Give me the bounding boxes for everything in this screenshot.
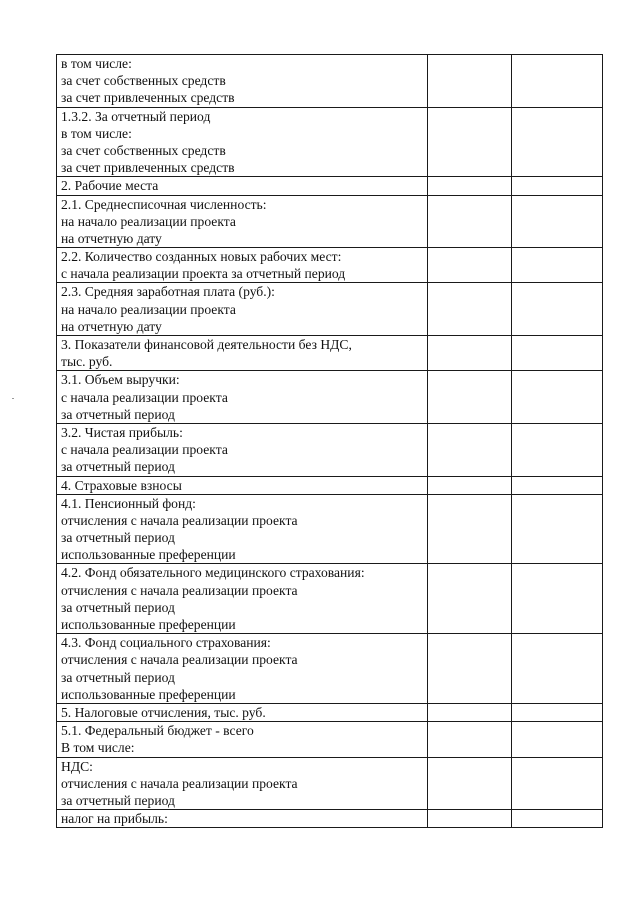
table-row: [57, 564, 603, 634]
indicator-text-line: в том числе:: [61, 125, 132, 141]
indicator-text-line: за отчетный период: [61, 459, 175, 475]
table-row: [57, 634, 603, 704]
value-cell-column-1: [428, 564, 512, 634]
indicator-text-line: 5.1. Федеральный бюджет - всего: [61, 723, 254, 739]
table-row: [57, 810, 603, 828]
value-cell-column-1: [428, 283, 512, 336]
indicator-text-line: использованные преференции: [61, 617, 236, 632]
table-row: [57, 248, 603, 283]
indicator-description-cell: [57, 423, 428, 476]
indicator-description-cell: [57, 810, 428, 828]
indicator-text-line: 3.2. Чистая прибыль:: [61, 424, 183, 440]
value-cell-column-2: [512, 494, 603, 564]
table-row: [57, 283, 603, 336]
indicator-text-line: отчисления с начала реализации проекта: [61, 582, 298, 598]
value-cell-column-1: [428, 177, 512, 195]
indicator-description-cell: [57, 722, 428, 757]
indicator-text-line: отчисления с начала реализации проекта: [61, 652, 298, 668]
table-row: [57, 195, 603, 248]
indicator-description-cell: [57, 634, 428, 704]
indicator-description-cell: [57, 476, 428, 494]
value-cell-column-2: [512, 703, 603, 721]
value-cell-column-2: [512, 476, 603, 494]
indicator-text-line: 1.3.2. За отчетный период: [61, 108, 211, 124]
indicator-text-line: за отчетный период: [61, 530, 175, 546]
indicator-text-line: на начало реализации проекта: [61, 213, 236, 229]
indicator-text-line: на отчетную дату: [61, 318, 162, 334]
indicator-text-line: 2.1. Среднесписочная численность:: [61, 196, 267, 212]
indicator-description-cell: [57, 55, 428, 108]
value-cell-column-1: [428, 55, 512, 108]
indicator-text-line: 3.1. Объем выручки:: [61, 372, 180, 388]
indicator-text-line: на начало реализации проекта: [61, 301, 236, 317]
indicator-text-line: за отчетный период: [61, 406, 175, 422]
indicators-table-body: [57, 55, 603, 828]
indicator-text-line: отчисления с начала реализации проекта: [61, 775, 298, 791]
table-row: [57, 476, 603, 494]
indicator-text-line: 4.2. Фонд обязательного медицинского страхования:: [61, 565, 365, 581]
indicator-text-line: на отчетную дату: [61, 230, 162, 246]
value-cell-column-2: [512, 722, 603, 757]
indicator-description-cell: [57, 494, 428, 564]
indicator-text-line: с начала реализации проекта за отчетный период: [61, 266, 346, 282]
indicator-text-line: 2.2. Количество созданных новых рабочих мест:: [61, 249, 342, 265]
indicator-description-cell: [57, 371, 428, 424]
indicator-description-cell: [57, 757, 428, 810]
indicator-text-line: 3. Показатели финансовой деятельности без НДС,: [61, 337, 352, 352]
indicator-description-cell: [57, 177, 428, 195]
value-cell-column-1: [428, 476, 512, 494]
value-cell-column-1: [428, 634, 512, 704]
indicator-text-line: в том числе:: [61, 56, 132, 71]
value-cell-column-2: [512, 810, 603, 828]
value-cell-column-1: [428, 423, 512, 476]
indicator-text-line: за отчетный период: [61, 669, 175, 685]
table-row: [57, 703, 603, 721]
indicators-table: [56, 54, 603, 828]
indicator-text-line: 4.3. Фонд социального страхования:: [61, 635, 271, 651]
indicator-text-line: использованные преференции: [61, 686, 236, 702]
table-row: [57, 107, 603, 177]
indicator-text-line: 2. Рабочие места: [61, 178, 159, 194]
indicator-text-line: НДС:: [61, 758, 93, 774]
indicator-text-line: за счет привлеченных средств: [61, 160, 235, 176]
value-cell-column-2: [512, 55, 603, 108]
table-row: [57, 722, 603, 757]
value-cell-column-2: [512, 336, 603, 371]
indicator-description-cell: [57, 107, 428, 177]
value-cell-column-1: [428, 703, 512, 721]
indicator-text-line: за отчетный период: [61, 599, 175, 615]
value-cell-column-1: [428, 107, 512, 177]
indicator-text-line: отчисления с начала реализации проекта: [61, 512, 298, 528]
value-cell-column-1: [428, 722, 512, 757]
table-row: [57, 757, 603, 810]
value-cell-column-1: [428, 371, 512, 424]
value-cell-column-2: [512, 283, 603, 336]
indicator-text-line: 2.3. Средняя заработная плата (руб.):: [61, 284, 275, 300]
indicator-description-cell: [57, 336, 428, 371]
indicator-text-line: 5. Налоговые отчисления, тыс. руб.: [61, 704, 266, 720]
value-cell-column-1: [428, 757, 512, 810]
indicator-description-cell: [57, 564, 428, 634]
table-row: [57, 423, 603, 476]
indicator-text-line: 4.1. Пенсионный фонд:: [61, 495, 196, 511]
scan-artifact-mark: [12, 398, 14, 399]
indicator-text-line: тыс. руб.: [61, 354, 113, 370]
indicator-text-line: за счет собственных средств: [61, 142, 226, 158]
value-cell-column-2: [512, 564, 603, 634]
indicator-text-line: за счет собственных средств: [61, 73, 226, 89]
indicator-description-cell: [57, 283, 428, 336]
indicator-text-line: за счет привлеченных средств: [61, 90, 235, 106]
value-cell-column-1: [428, 195, 512, 248]
indicator-description-cell: [57, 195, 428, 248]
value-cell-column-1: [428, 336, 512, 371]
value-cell-column-2: [512, 107, 603, 177]
value-cell-column-2: [512, 757, 603, 810]
value-cell-column-2: [512, 423, 603, 476]
table-row: [57, 55, 603, 108]
indicator-text-line: В том числе:: [61, 740, 135, 756]
indicator-description-cell: [57, 703, 428, 721]
value-cell-column-2: [512, 248, 603, 283]
indicator-text-line: за отчетный период: [61, 792, 175, 808]
value-cell-column-2: [512, 634, 603, 704]
value-cell-column-1: [428, 248, 512, 283]
indicator-text-line: налог на прибыль:: [61, 811, 168, 827]
value-cell-column-2: [512, 195, 603, 248]
value-cell-column-1: [428, 810, 512, 828]
value-cell-column-2: [512, 371, 603, 424]
value-cell-column-2: [512, 177, 603, 195]
indicator-text-line: с начала реализации проекта: [61, 442, 228, 458]
value-cell-column-1: [428, 494, 512, 564]
indicator-text-line: использованные преференции: [61, 547, 236, 563]
indicator-text-line: с начала реализации проекта: [61, 389, 228, 405]
table-row: [57, 494, 603, 564]
table-row: [57, 177, 603, 195]
indicator-description-cell: [57, 248, 428, 283]
table-row: [57, 336, 603, 371]
table-row: [57, 371, 603, 424]
indicator-text-line: 4. Страховые взносы: [61, 477, 182, 493]
